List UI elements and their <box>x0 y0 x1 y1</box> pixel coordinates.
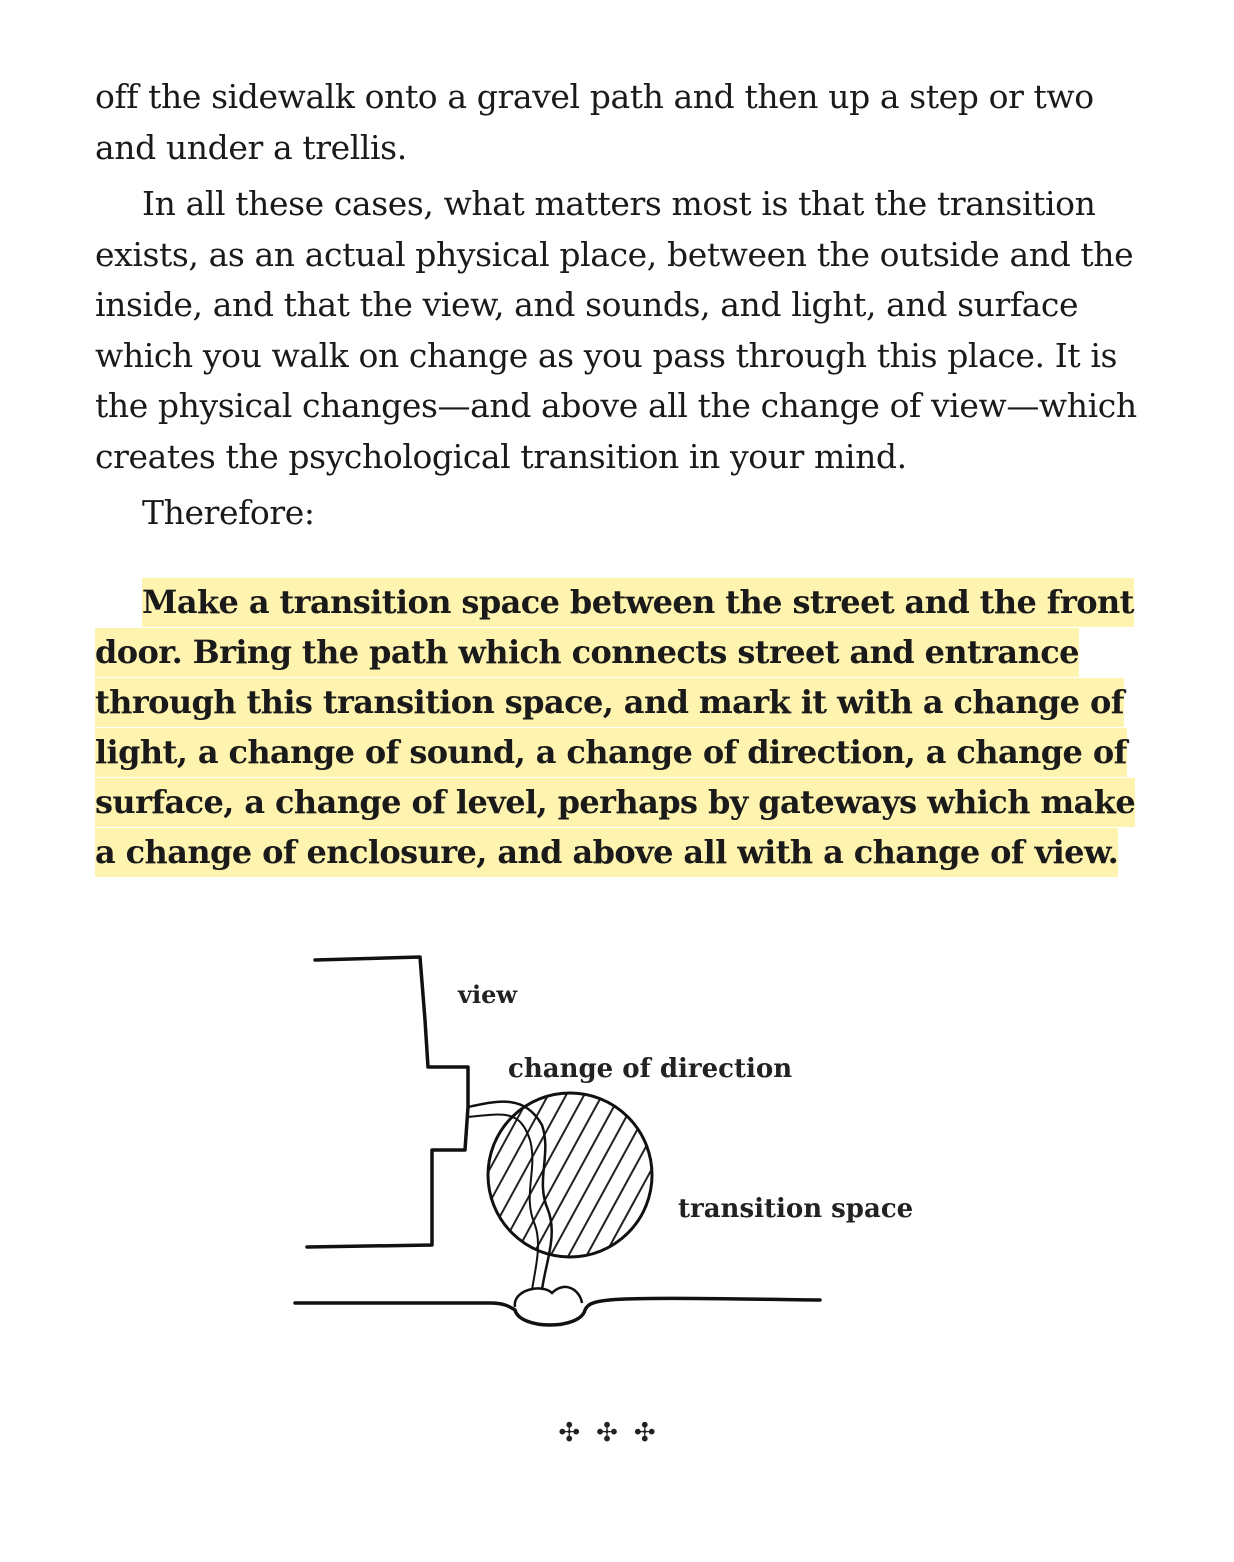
label-view: view <box>458 980 517 1009</box>
street-line <box>295 1298 820 1325</box>
diagram-sketch <box>280 935 920 1355</box>
building-outline <box>307 957 468 1247</box>
book-page-text <box>95 72 1145 877</box>
gateway-mark <box>515 1287 582 1307</box>
entrance-path <box>468 1102 552 1290</box>
highlighted-solution-paragraph[interactable] <box>95 577 1145 877</box>
label-change-of-direction: change of direction <box>508 1054 793 1084</box>
label-transition-space: transition space <box>678 1194 914 1224</box>
entrance-transition-diagram <box>280 935 920 1355</box>
paragraph-therefore: Therefore: <box>142 493 315 532</box>
paragraph-transition-explanation: In all these cases, what matters most is that the transition exists, as an actual physical place, between the outside and the inside, and that the view, and sounds, and light, and surface which you walk on change as you pass through this place. It is the physical changes—and above all the change of view—which creates the psychological transition in your mind. <box>95 184 1137 476</box>
section-ornament: ✣✣✣ <box>558 1418 672 1448</box>
paragraph-continuation: off the sidewalk onto a gravel path and then up a step or two and under a trellis. <box>95 77 1094 167</box>
transition-hatch <box>414 1055 732 1275</box>
highlight-span[interactable]: Make a transition space between the street and the front door. Bring the path which connects street and entrance through this transition space, and mark it with a change of light, a change of sound, a change of direction, a change of surface, a change of level, perhaps by gateways which make a change of enclosure, and above all with a change of view. <box>95 578 1135 877</box>
